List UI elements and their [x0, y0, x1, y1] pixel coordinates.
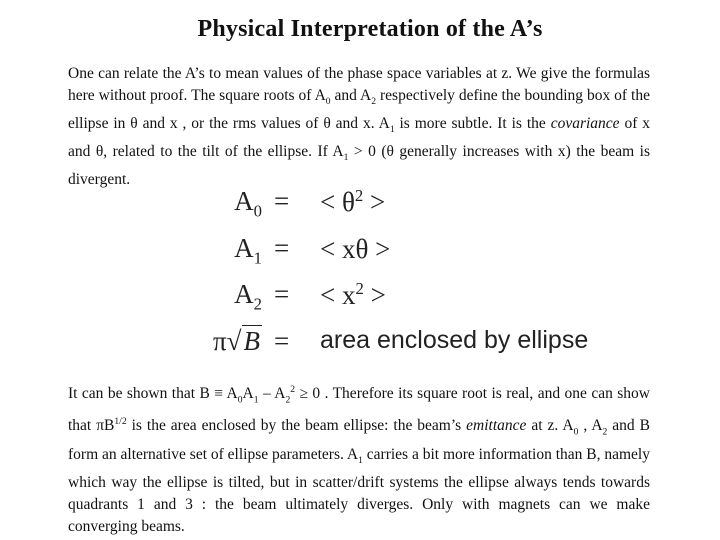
text-run: It can be shown that B ≡ A: [68, 385, 238, 403]
equals-sign: =: [274, 233, 290, 263]
text-run: is the area enclosed by the beam ellipse: the beam’s: [126, 417, 467, 435]
equation-rhs: < $x^2$ >: [320, 279, 386, 310]
equation-a1: [198, 233, 598, 277]
subscript: 2: [285, 394, 291, 406]
intro-paragraph: [68, 63, 650, 191]
equation-area: [198, 326, 598, 370]
text-run: carries a bit more information than B, namely which way the ellipse is tilted, but in scatter/drift systems the ellipse always tends towards quadrants 1 and 3 : the beam ultimately diverges. Only with magnets can we make converging beams.: [68, 445, 650, 535]
page-title: Physical Interpretation of the A’s: [197, 16, 543, 42]
equals-sign: =: [274, 326, 290, 356]
text-run: and B form an alternative set of ellipse parameters. A: [68, 417, 650, 463]
equation-rhs: < xθ >: [320, 234, 391, 264]
text-run: at z. A: [526, 417, 574, 435]
subscript: 1: [358, 454, 363, 466]
text-run: > 0 (θ generally increases with x) the beam is divergent.: [68, 143, 650, 189]
equation-lhs: $A_1$: [234, 233, 262, 268]
equals-sign: =: [274, 186, 290, 216]
text-run: One can relate the A’s to mean values of the phase space variables at z. We give the formulas here without proof. The square roots of A: [68, 65, 650, 104]
subscript: 0: [325, 96, 331, 108]
equation-lhs: $A_0$: [234, 186, 262, 221]
equation-lhs: π√B: [213, 326, 260, 356]
text-run: , A: [578, 417, 603, 435]
text-run: ≥ 0 . Therefore its square root is real, and one can show that πB: [68, 385, 650, 435]
equation-a2: [198, 279, 598, 323]
subscript: 0: [573, 426, 579, 438]
emittance-term: emittance: [466, 417, 527, 435]
text-run: respectively define the bounding box of the ellipse in θ and x , or the rms values of θ and x. A: [68, 87, 650, 133]
covariance-term: covariance: [550, 115, 620, 133]
text-run: – A: [258, 385, 286, 403]
equation-a0: [198, 186, 598, 230]
emittance-paragraph: [68, 379, 650, 538]
superscript: 1/2: [114, 416, 127, 428]
superscript: 2: [290, 384, 296, 395]
equation-lhs: $A_2$: [234, 279, 262, 314]
equation-rhs-text: area enclosed by ellipse: [320, 326, 589, 354]
text-run: of x and θ, related to the tilt of the ellipse. If A: [68, 115, 650, 161]
subscript: 2: [371, 96, 377, 108]
subscript: 1: [253, 394, 259, 406]
text-run: and A: [330, 87, 372, 104]
text-run: is more subtle. It is the: [394, 115, 551, 133]
subscript: 2: [602, 426, 608, 438]
subscript: 0: [237, 394, 243, 406]
subscript: 1: [389, 124, 395, 136]
equation-rhs: < $\theta^2$ >: [320, 186, 386, 217]
equals-sign: =: [274, 279, 290, 309]
equation-block: [198, 186, 598, 366]
subscript: 1: [343, 152, 349, 164]
text-run: A: [242, 385, 254, 403]
